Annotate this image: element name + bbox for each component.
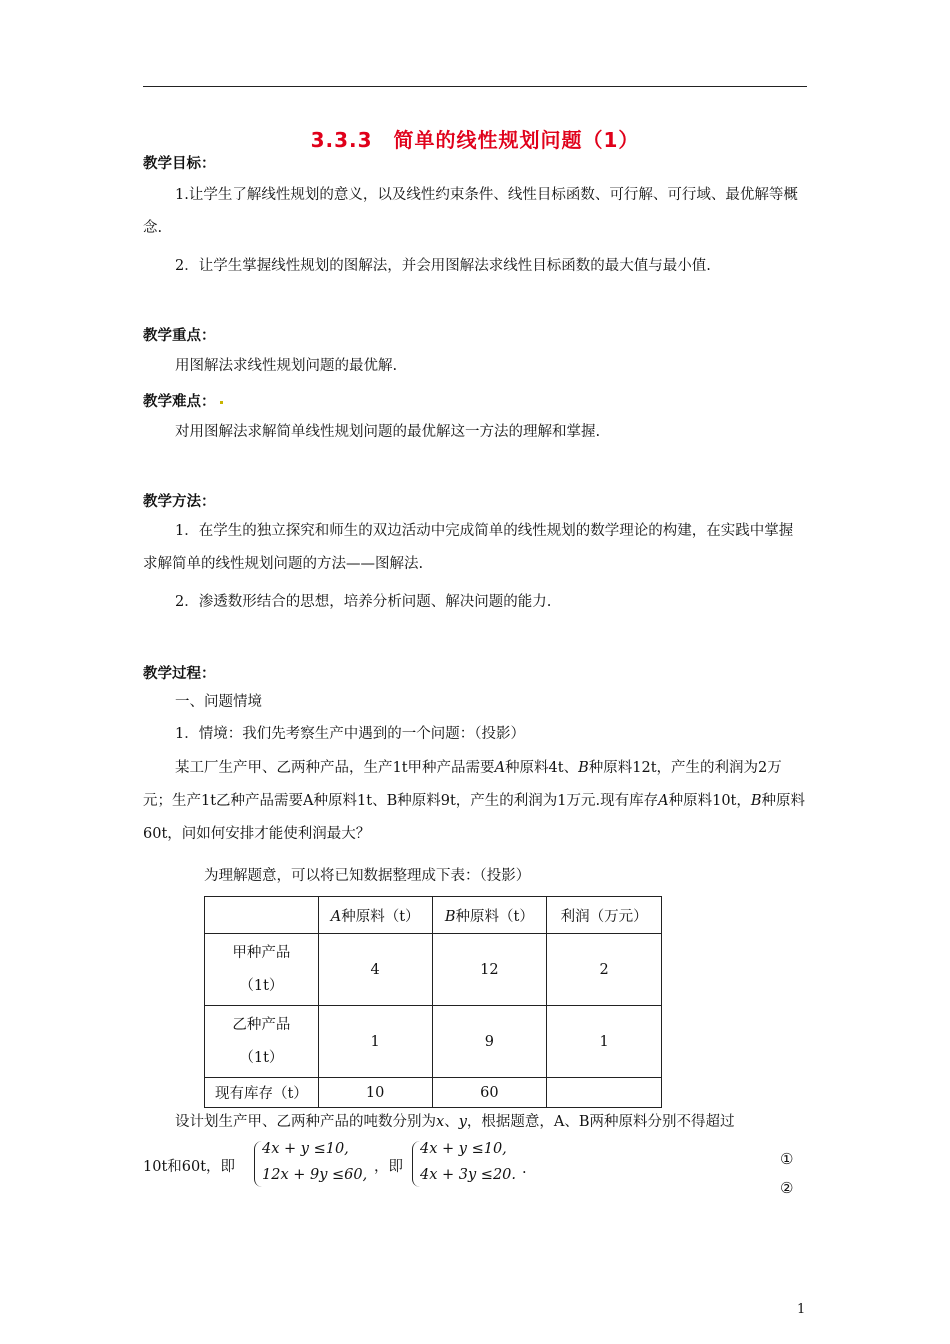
cell-profit: 2: [547, 934, 662, 1006]
problem-text: [143, 752, 807, 851]
inequality-system-2: [412, 1141, 532, 1191]
var-a: A: [494, 760, 506, 776]
var-b: B: [578, 760, 589, 776]
table-corner-cell: [205, 897, 319, 934]
objective-item-1: 1.让学生了解线性规划的意义，以及线性约束条件、线性目标函数、可行解、可行域、最优解等概念.: [143, 187, 798, 236]
row-name: 乙种产品: [232, 1016, 291, 1033]
problem-part-2: 种原料4t、: [505, 760, 579, 776]
inequality-system-1: [254, 1141, 374, 1191]
key-points-text: 用图解法求线性规划问题的最优解.: [175, 358, 398, 374]
var-b: B: [444, 908, 456, 925]
cell-a: 1: [318, 1006, 432, 1078]
row-unit: （1t）: [239, 1049, 284, 1066]
header-b-text: 种原料（t）: [455, 908, 534, 925]
situation-text: 1．情境：我们先考察生产中遇到的一个问题：（投影）: [175, 726, 525, 742]
objective-item-2: 2．让学生掌握线性规划的图解法，并会用图解法求线性目标函数的最大值与最小值.: [175, 258, 711, 274]
row-unit: （1t）: [239, 977, 284, 994]
problem-part-3: 种原料12t，产生的利润为2万元；生产1t乙种产品需要A种原料1t、B种原料9t，产生的利润为1万元.现有库存: [143, 760, 782, 809]
equation-mark-2: ②: [780, 1179, 794, 1197]
method-item-2: 2．渗透数形结合的思想，培养分析问题、解决问题的能力.: [175, 594, 552, 610]
design-part-2: ，根据题意，A、B两种原料分别不得超过: [466, 1114, 735, 1130]
inequality-1: 4x + y ≤10,: [420, 1141, 507, 1157]
problem-part-4: 种原料10t，: [668, 793, 751, 809]
cell-profit: 1: [547, 1006, 662, 1078]
design-end: .: [522, 1161, 527, 1177]
methods-heading: 教学方法：: [143, 494, 216, 510]
inequality-2: 4x + 3y ≤20.: [420, 1167, 517, 1183]
table-header-row: [205, 897, 662, 934]
page-number: 1: [797, 1302, 806, 1317]
page-title: 3.3.3 简单的线性规划问题（1）: [310, 128, 640, 152]
difficulties-heading-text: 教学难点：: [143, 394, 216, 410]
header-rule: [143, 86, 807, 87]
difficulties-heading: [143, 390, 223, 411]
materials-table: [204, 896, 662, 1108]
method-item-1: 1．在学生的独立探究和师生的双边活动中完成简单的线性规划的数学理论的构建，在实践中掌握求解简单的线性规划问题的方法——图解法.: [143, 523, 794, 572]
cell-b: 9: [432, 1006, 547, 1078]
process-heading: 教学过程：: [143, 666, 216, 682]
table-row-stock: [205, 1078, 662, 1108]
objectives-heading: 教学目标：: [143, 156, 216, 172]
header-profit: 利润（万元）: [547, 897, 662, 934]
row-label: [205, 934, 319, 1006]
row-label: [205, 1006, 319, 1078]
cell-profit: [547, 1078, 662, 1108]
header-a-text: 种原料（t）: [341, 908, 420, 925]
design-sep: 、: [444, 1114, 459, 1130]
design-text: [175, 1106, 815, 1139]
inequality-2: 12x + 9y ≤60,: [262, 1167, 368, 1183]
cell-b: 12: [432, 934, 547, 1006]
cell-a: 10: [318, 1078, 432, 1108]
table-row: [205, 934, 662, 1006]
key-points-heading: 教学重点：: [143, 328, 216, 344]
cell-a: 4: [318, 934, 432, 1006]
equation-mark-1: ①: [780, 1150, 794, 1168]
var-b: B: [750, 793, 762, 809]
problem-part-1: 某工厂生产甲、乙两种产品，生产1t甲种产品需要: [175, 760, 495, 776]
design-part-1: 设计划生产甲、乙两种产品的吨数分别为: [175, 1114, 436, 1130]
design-prefix: 10t和60t，即: [143, 1159, 236, 1175]
decorative-dot: [220, 401, 223, 404]
header-material-a: [318, 897, 432, 934]
section-1-title: 一、问题情境: [175, 694, 262, 710]
var-a: A: [330, 908, 342, 925]
row-name: 甲种产品: [232, 944, 291, 961]
problem-part-5: 种原料60t，问如何安排才能使利润最大？: [143, 793, 806, 842]
table-intro: 为理解题意，可以将已知数据整理成下表：（投影）: [204, 868, 531, 884]
row-label: 现有库存（t）: [205, 1078, 319, 1108]
var-a: A: [658, 793, 669, 809]
design-mid: ，即: [374, 1159, 403, 1175]
difficulties-text: 对用图解法求解简单线性规划问题的最优解这一方法的理解和掌握.: [175, 424, 601, 440]
header-material-b: [432, 897, 547, 934]
table-row: [205, 1006, 662, 1078]
inequality-1: 4x + y ≤10,: [262, 1141, 349, 1157]
cell-b: 60: [432, 1078, 547, 1108]
var-y: y: [458, 1114, 467, 1130]
var-x: x: [436, 1114, 445, 1130]
